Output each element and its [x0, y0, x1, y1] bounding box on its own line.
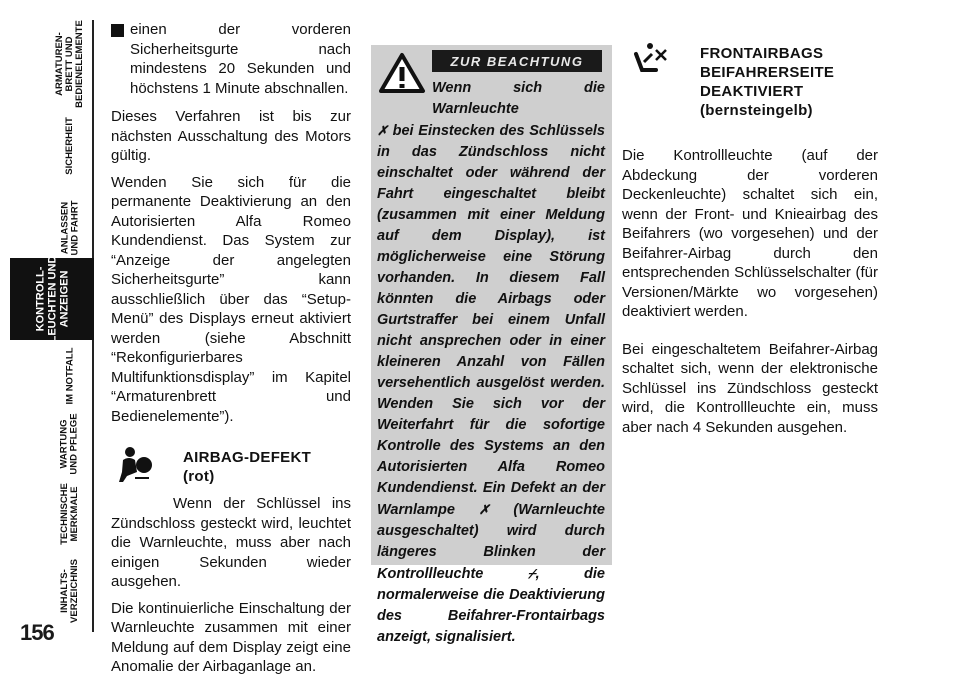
paragraph: Wenn der Schlüssel ins Zündschloss gesteckt wird, leuchtet die Warnleuchte, muss aber nach einigen Sekunden wieder ausgehen. — [111, 495, 351, 590]
column-right — [622, 20, 878, 444]
tab-label: KONTROLL- LEUCHTEN UND ANZEIGEN — [34, 255, 70, 343]
tab-armaturenbrett[interactable] — [48, 20, 92, 108]
section-frontairbags — [622, 20, 878, 120]
section-airbag-defekt — [111, 436, 351, 486]
heading-line: AIRBAG-DEFEKT — [183, 449, 312, 466]
passenger-airbag-off-icon: ⌿ — [527, 566, 536, 581]
page-number: 156 — [20, 620, 54, 645]
heading-line: DEAKTIVIERT — [700, 83, 804, 100]
section-heading — [183, 436, 311, 486]
tab-label: INHALTS- VERZEICHNIS — [59, 559, 80, 623]
tab-sicherheit[interactable] — [48, 110, 92, 182]
tab-label: SICHERHEIT — [64, 117, 76, 175]
tab-wartung[interactable] — [48, 408, 92, 480]
bullet-item — [111, 20, 351, 98]
tab-label: IM NOTFALL — [64, 347, 75, 405]
paragraph: Die Kontrollleuchte (auf der Abdeckung der vorderen Deckenleuchte) schaltet sich ein, wenn der Front- und Knieairbag des Beifahrers (wo vorgesehen) und der Beifahrer-Airbag durch den entsprechenden Schlüsselschalter (für Versionen/Märkte wo vorgesehen) deaktiviert werden. — [622, 147, 878, 320]
section-heading — [700, 20, 834, 120]
bullet-square-icon — [111, 24, 124, 37]
warning-body: bei Einstecken des Schlüssels in das Zündschloss nicht einschaltet oder während der Fahrt eingeschaltet bleibt (zusammen mit einer Meldung auf dem Display), ist möglicherweise eine Störung vorhanden. In diesem Fall könnten die Airbags oder Gurtstraffer bei einem Unfall nicht ansprechen oder in einer kleineren Anzahl von Fällen versehentlich ausgelöst werden. Wenden Sie sich vor der Weiterfahrt für die sofortige Kontrolle des Systems an den Autorisierten Alfa Romeo Kundendienst. Ein Defekt an der Warnlampe — [377, 123, 606, 518]
tab-label: ARMATUREN- BRETT UND BEDIENELEMENTE — [54, 20, 85, 108]
airbag-warning-icon — [115, 442, 157, 484]
warning-lead: Wenn sich die Warnleuchte — [432, 80, 605, 117]
paragraph: Wenden Sie sich für die permanente Deaktivierung an den Autorisierten Alfa Romeo Kundendienst. Das System zur “Anzeige der angelegten Sicherheitsgurte” kann ausschließlich über das “Setup-Menü” des Displays erneut aktiviert werden (siehe Abschnitt “Rekonfigurierbares Multifunktionsdisplay” im Kapitel “Armaturenbrett und Bedienelemente”). — [111, 173, 351, 425]
chapter-navigation — [0, 0, 96, 692]
tab-label: WARTUNG UND PFLEGE — [59, 413, 81, 475]
column-left — [111, 20, 351, 684]
tab-label: ANLASSEN UND FAHRT — [59, 200, 81, 256]
warning-body-3: , die normalerweise die Deaktivierung des Beifahrer-Frontairbags anzeigt, signalisiert. — [377, 566, 605, 645]
warning-body-2: (Warnleuchte ausgeschaltet) wird durch längeres Blinken der Kontrollleuchte — [377, 502, 605, 582]
heading-line: FRONTAIRBAGS — [700, 45, 824, 62]
paragraph: Bei eingeschaltetem Beifahrer-Airbag schaltet sich, wenn der elektronische Schlüssel ins Zündschloss gesteckt wird, die Kontrollleuchte ein, muss aber nach 4 Sekunden ausgehen. — [622, 340, 878, 436]
heading-line: (bernsteingelb) — [700, 102, 813, 119]
tab-label: TECHNISCHE MERKMALE — [59, 483, 81, 545]
paragraph: Die kontinuierliche Einschaltung der Warnleuchte zusammen mit einer Meldung auf dem Display zeigt eine Anomalie der Airbaganlage an. — [111, 599, 351, 675]
warning-tag: ZUR BEACHTUNG — [432, 50, 602, 72]
tab-im-notfall[interactable] — [48, 340, 92, 412]
tab-technische-merkmale[interactable] — [48, 478, 92, 550]
bullet-text: einen der vorderen Sicherheitsgurte nach mindestens 20 Sekunden und höchstens 1 Minute abschnallen. — [130, 21, 351, 97]
paragraph: Dieses Verfahren ist bis zur nächsten Ausschaltung des Motors gültig. — [111, 108, 351, 164]
airbag-warning-icon: ✗ — [478, 502, 490, 517]
airbag-warning-icon: ✗ — [377, 123, 388, 138]
heading-line: BEIFAHRERSEITE — [700, 64, 835, 81]
tab-inhaltsverzeichnis[interactable] — [48, 555, 92, 627]
warning-text — [377, 78, 605, 648]
heading-line: (rot) — [183, 468, 215, 485]
passenger-airbag-off-icon — [630, 36, 672, 78]
tab-anlassen[interactable] — [48, 192, 92, 264]
tab-kontrollleuchten[interactable] — [10, 255, 94, 343]
